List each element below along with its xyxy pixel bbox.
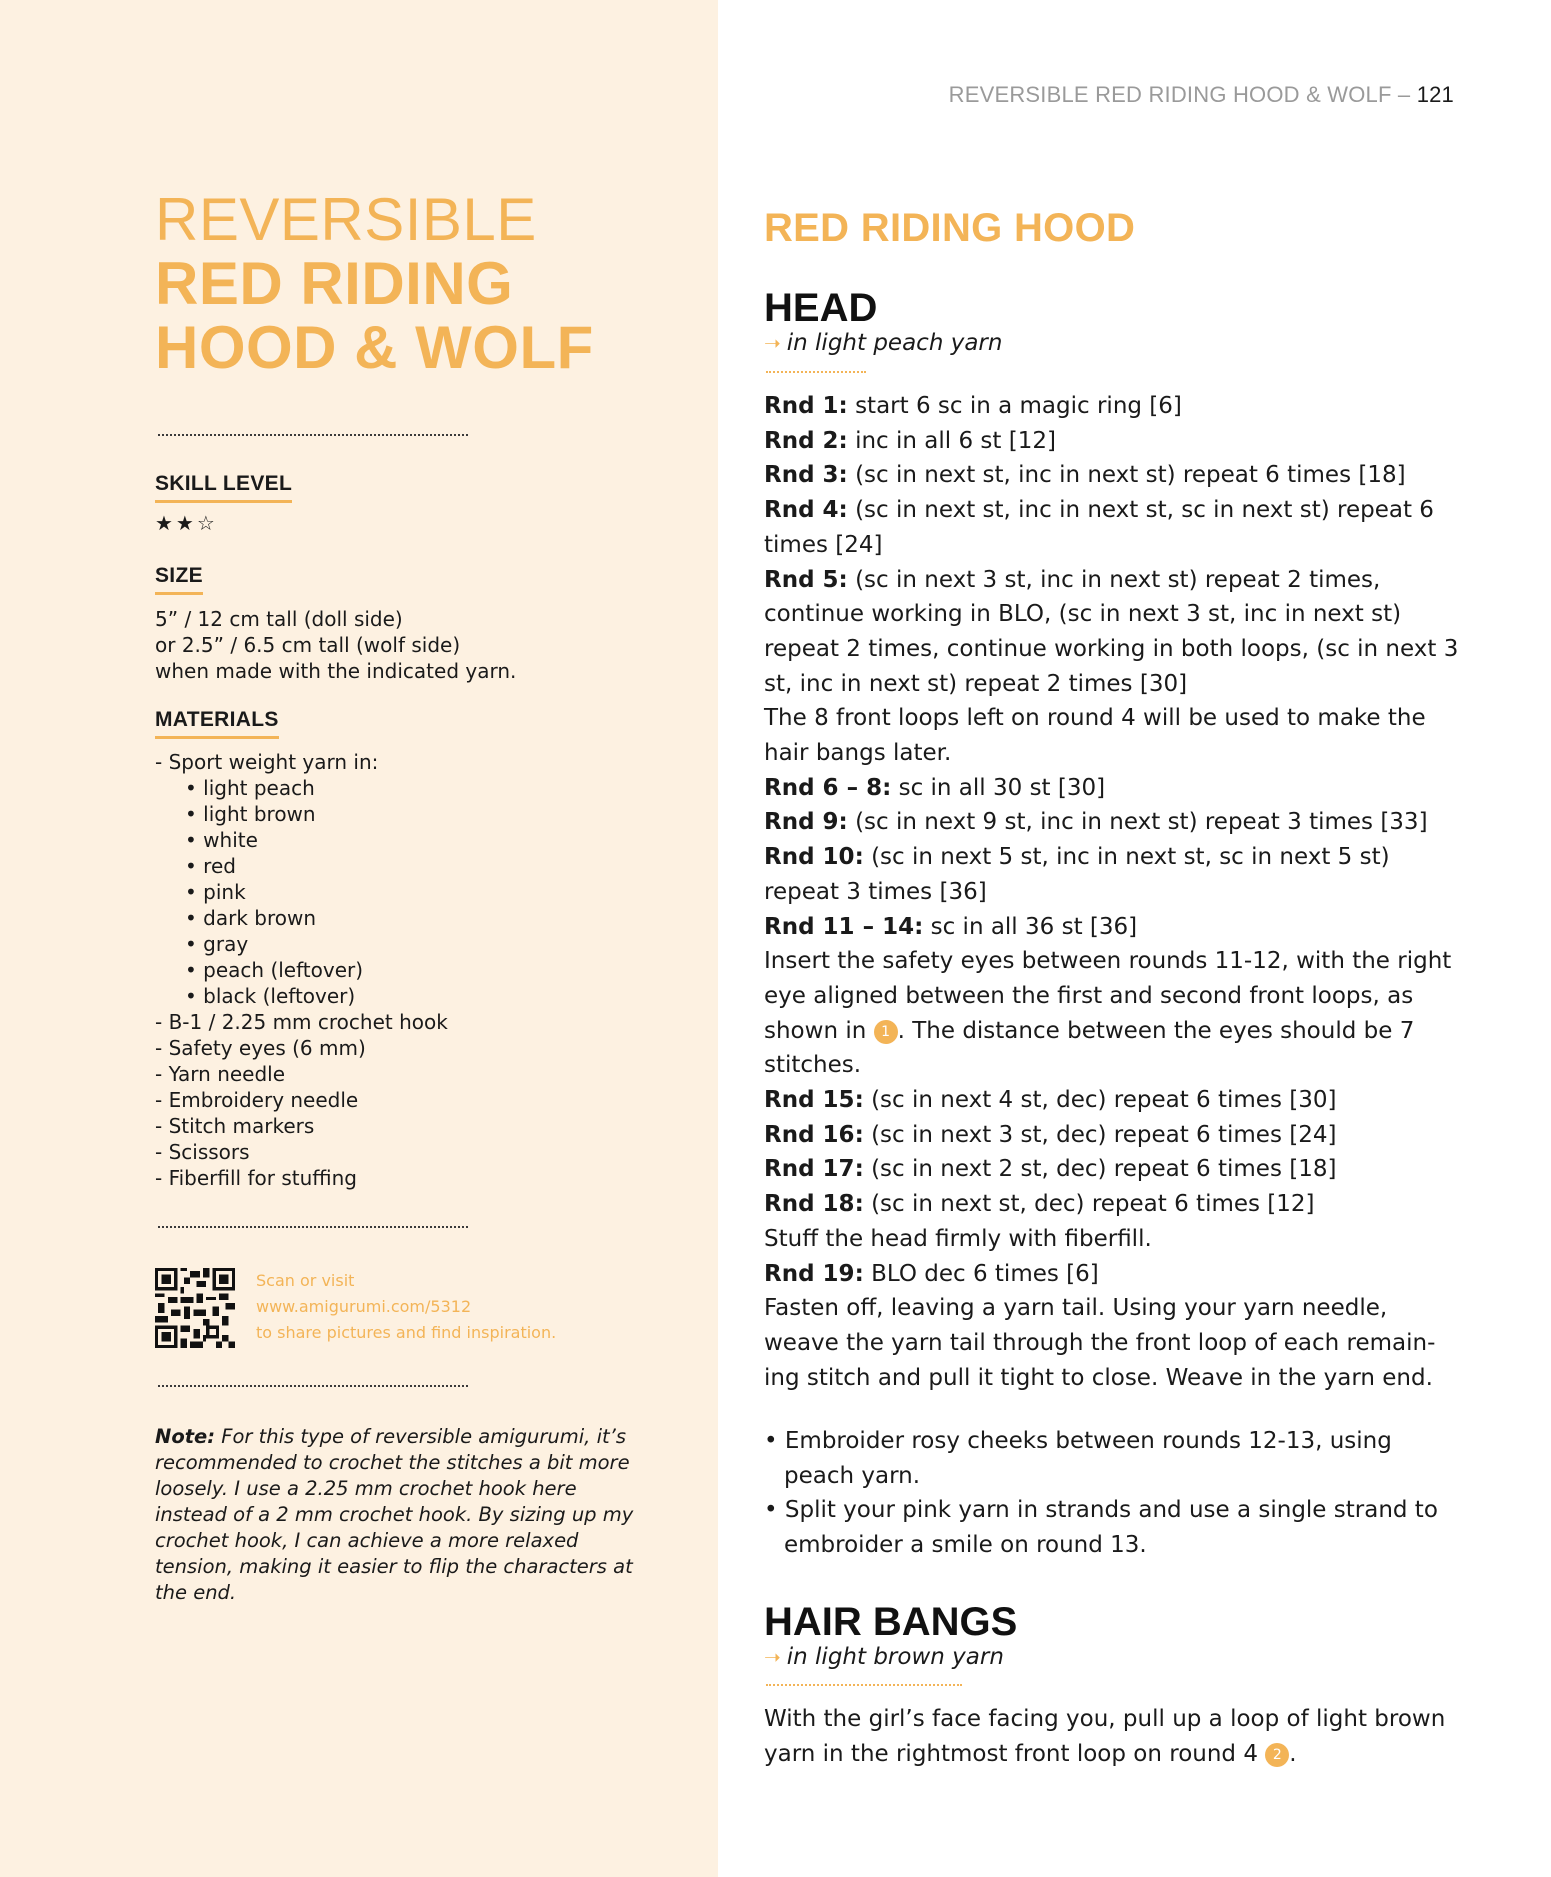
bullet-item: • Split your pink yarn in strands and use a single strand to embroider a smile on round 13. — [764, 1497, 1438, 1559]
round-label: Rnd 2: — [764, 427, 848, 454]
note-label: Note: — [155, 1425, 216, 1448]
round-line — [764, 1083, 1464, 1118]
materials-list — [155, 749, 448, 1191]
round-text: Fasten off, leaving a yarn tail. Using your yarn needle, weave the yarn tail through the front loop of each remain-ing stitch and pull it tight to close. Weave in the yarn end. — [764, 1295, 1436, 1391]
bangs-text: . — [1289, 1740, 1297, 1767]
eyes-text: . The distance between the eyes should be 7 stitches. — [764, 1017, 1415, 1079]
round-line — [764, 910, 1464, 945]
round-label: Rnd 19: — [764, 1260, 864, 1287]
round-text: (sc in next 3 st, inc in next st) repeat 2 times, continue working in BLO, (sc in next 3 st, inc in next st) repeat 2 times, continue working in both loops, (sc in next 3 st, inc in next st) repeat 2 times [30] — [764, 566, 1459, 697]
pattern-title — [155, 188, 594, 380]
size-description — [155, 606, 516, 684]
divider-dotted — [158, 1226, 468, 1228]
round-label: Rnd 5: — [764, 566, 848, 593]
qr-code-icon[interactable] — [155, 1268, 235, 1348]
pattern-title-line3: HOOD & WOLF — [155, 314, 594, 381]
divider-dotted — [766, 371, 866, 373]
divider-dotted — [158, 434, 468, 436]
bangs-yarn-text: in light brown yarn — [786, 1644, 1004, 1670]
round-line — [764, 840, 1464, 909]
step-badge-2: 2 — [1265, 1743, 1289, 1767]
round-label: Rnd 17: — [764, 1156, 864, 1183]
round-text: (sc in next st, inc in next st, sc in next st) repeat 6 times [24] — [764, 497, 1434, 558]
round-line — [764, 458, 1464, 493]
round-line — [764, 424, 1464, 459]
round-text: (sc in next 2 st, dec) repeat 6 times [18] — [863, 1156, 1337, 1183]
pattern-title-line1: REVERSIBLE — [155, 186, 537, 253]
running-head — [949, 82, 1454, 108]
instruction-line — [764, 1222, 1464, 1257]
yarn-color-item: • light peach — [185, 776, 315, 800]
round-label: Rnd 15: — [764, 1087, 864, 1114]
round-line — [764, 1257, 1464, 1292]
round-label: Rnd 9: — [764, 809, 848, 836]
round-text: The 8 front loops left on round 4 will be used to make the hair bangs later. — [764, 705, 1426, 767]
materials-item: - Stitch markers — [155, 1114, 315, 1138]
round-text: (sc in next 3 st, dec) repeat 6 times [24] — [863, 1121, 1337, 1148]
round-text: (sc in next 5 st, inc in next st, sc in next 5 st) repeat 3 times [36] — [764, 844, 1390, 905]
instruction-line — [764, 701, 1464, 770]
eyes-text: Insert the safety eyes between rounds 11-12, with the right eye aligned between the first and second front loops, as shown in — [764, 948, 1452, 1044]
bangs-instructions — [764, 1702, 1464, 1771]
round-line — [764, 389, 1464, 424]
scan-info — [256, 1268, 556, 1346]
yarn-color-item: • light brown — [185, 802, 316, 826]
size-heading: SIZE — [155, 564, 203, 595]
yarn-color-item: • peach (leftover) — [185, 958, 364, 982]
size-line: or 2.5” / 6.5 cm tall (wolf side) — [155, 633, 461, 657]
materials-item: - Safety eyes (6 mm) — [155, 1036, 366, 1060]
round-text: (sc in next st, dec) repeat 6 times [12] — [863, 1191, 1315, 1218]
size-line: 5” / 12 cm tall (doll side) — [155, 607, 403, 631]
arrow-right-icon: ➝ — [764, 1645, 781, 1669]
instruction-line — [764, 944, 1464, 1083]
yarn-color-item: • pink — [185, 880, 246, 904]
yarn-color-item: • red — [185, 854, 236, 878]
scan-line: Scan or visit — [256, 1271, 355, 1290]
round-text: inc in all 6 st [12] — [847, 427, 1056, 454]
round-text: sc in all 36 st [36] — [923, 913, 1138, 940]
round-text: (sc in next 4 st, dec) repeat 6 times [30] — [863, 1087, 1337, 1114]
materials-item: - Embroidery needle — [155, 1088, 359, 1112]
head-part-title: HEAD — [764, 286, 878, 330]
instruction-line — [764, 1291, 1464, 1395]
materials-heading: MATERIALS — [155, 708, 279, 739]
round-text: (sc in next 9 st, inc in next st) repeat 3 times [33] — [847, 809, 1428, 836]
scan-line: to share pictures and find inspiration. — [256, 1323, 557, 1342]
round-label: Rnd 18: — [764, 1191, 864, 1218]
materials-item: - Yarn needle — [155, 1062, 286, 1086]
bullet-item: • Embroider rosy cheeks between rounds 12-13, using peach yarn. — [764, 1428, 1392, 1489]
round-label: Rnd 10: — [764, 844, 864, 871]
round-label: Rnd 16: — [764, 1121, 864, 1148]
materials-item: - Fiberfill for stuffing — [155, 1166, 357, 1190]
round-label: Rnd 4: — [764, 497, 848, 524]
divider-dotted — [766, 1684, 962, 1686]
step-badge-1: 1 — [874, 1020, 898, 1044]
round-label: Rnd 1: — [764, 393, 848, 419]
yarn-color-item: • black (leftover) — [185, 984, 356, 1008]
materials-item: - Scissors — [155, 1140, 250, 1164]
arrow-right-icon: ➝ — [764, 331, 781, 355]
materials-item: - Sport weight yarn in: — [155, 750, 379, 774]
round-line — [764, 1187, 1464, 1222]
round-text: (sc in next st, inc in next st) repeat 6 times [18] — [847, 462, 1406, 489]
head-yarn-line — [764, 330, 1002, 356]
size-line: when made with the indicated yarn. — [155, 659, 517, 683]
note-text: For this type of reversible amigurumi, it’s recommended to crochet the stitches a bit more loosely. I use a 2.25 mm crochet hook here instead of a 2 mm crochet hook. By sizing up my crochet hook, I can achieve a more relaxed tension, making it easier to flip the characters at the end. — [155, 1425, 634, 1604]
head-notes-list — [764, 1424, 1464, 1563]
section-title: RED RIDING HOOD — [764, 206, 1136, 250]
running-head-separator: – — [1391, 82, 1417, 107]
round-line — [764, 563, 1464, 702]
round-line — [764, 1152, 1464, 1187]
pattern-title-line2: RED RIDING — [155, 250, 514, 317]
yarn-color-item: • dark brown — [185, 906, 317, 930]
round-line — [764, 493, 1464, 562]
running-head-title: REVERSIBLE RED RIDING HOOD & WOLF — [948, 82, 1392, 107]
page-number: 121 — [1416, 82, 1454, 107]
skill-stars: ★★☆ — [155, 511, 218, 535]
head-instructions — [764, 389, 1464, 1395]
divider-dotted — [158, 1385, 468, 1387]
round-text: sc in all 30 st [30] — [891, 774, 1106, 801]
yarn-color-item: • gray — [185, 932, 249, 956]
skill-level-heading: SKILL LEVEL — [155, 472, 292, 503]
round-text: start 6 sc in a magic ring [6] — [847, 393, 1182, 419]
round-text: Stuff the head firmly with fiberfill. — [764, 1225, 1152, 1252]
round-label: Rnd 3: — [764, 462, 848, 489]
bangs-text: With the girl’s face facing you, pull up a loop of light brown yarn in the rightmost front loop on round 4 — [764, 1706, 1446, 1767]
round-label: Rnd 6 – 8: — [764, 774, 892, 801]
round-text: BLO dec 6 times [6] — [863, 1260, 1099, 1287]
round-line — [764, 805, 1464, 840]
hair-bangs-part-title: HAIR BANGS — [764, 1600, 1018, 1644]
round-line — [764, 1118, 1464, 1153]
head-yarn-text: in light peach yarn — [786, 330, 1003, 356]
round-line — [764, 771, 1464, 806]
yarn-color-item: • white — [185, 828, 258, 852]
bangs-yarn-line — [764, 1644, 1004, 1670]
scan-url-link[interactable]: www.amigurumi.com/5312 — [256, 1297, 472, 1316]
round-label: Rnd 11 – 14: — [764, 913, 924, 940]
note-paragraph — [155, 1424, 635, 1606]
materials-item: - B-1 / 2.25 mm crochet hook — [155, 1010, 448, 1034]
